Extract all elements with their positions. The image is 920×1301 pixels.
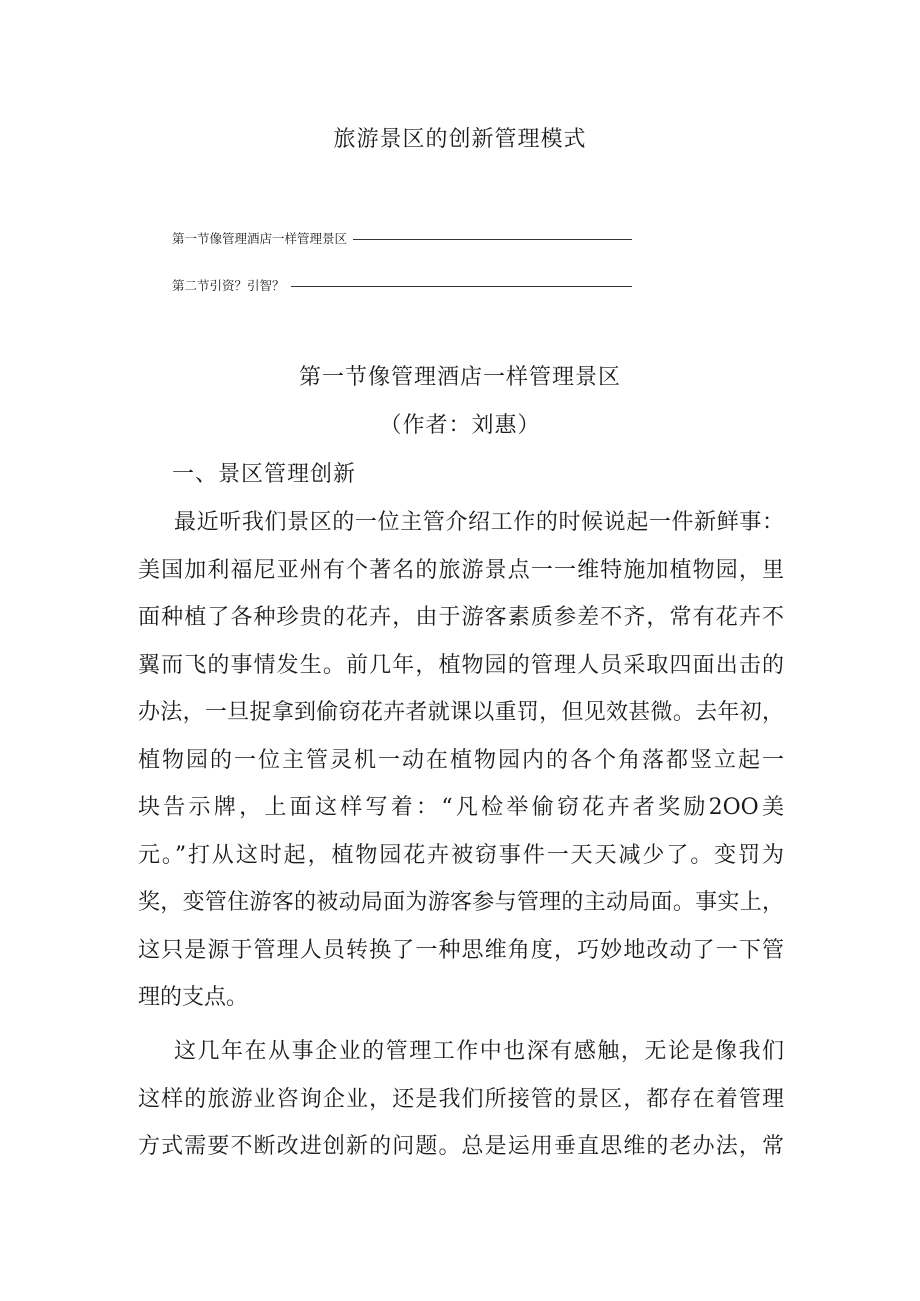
paragraph-line: 理的支点。 <box>138 985 249 1010</box>
paragraph-line: 这只是源于管理人员转换了一种思维角度，巧妙地改动了一下管 <box>138 937 784 963</box>
toc-entry[interactable] <box>172 228 632 248</box>
toc-leader-line <box>353 239 632 240</box>
paragraph-2 <box>138 1028 784 1171</box>
paragraph-line: 面种植了各种珍贵的花卉，由于游客素质参差不齐，常有花卉不 <box>138 605 784 630</box>
toc-entry[interactable] <box>172 275 632 295</box>
paragraph-line: 办法，一旦捉拿到偷窃花卉者就课以重罚，但见效甚微。去年初， <box>138 700 784 725</box>
section-title: 第一节像管理酒店一样管理景区 <box>298 365 621 390</box>
paragraph-line: 块告示牌，上面这样写着：“凡检举偷窃花卉者奖励2OO美 <box>138 795 784 820</box>
toc-entry-label: 第一节像管理酒店一样管理景区 <box>172 231 348 246</box>
paragraph-line: 奖，变管住游客的被动局面为游客参与管理的主动局面。事实上， <box>138 890 784 915</box>
subsection-heading: 一、景区管理创新 <box>172 462 357 487</box>
paragraph-line: 这样的旅游业咨询企业，还是我们所接管的景区，都存在着管理 <box>138 1086 784 1112</box>
paragraph-line: 美国加利福尼亚州有个著名的旅游景点一一维特施加植物园，里 <box>138 557 784 583</box>
paragraph-1 <box>138 499 784 1022</box>
paragraph-line: 元。”打从这时起，植物园花卉被窃事件一天天减少了。变罚为 <box>138 842 784 868</box>
paragraph-line: 这几年在从事企业的管理工作中也深有感触，无论是像我们 <box>174 1039 784 1064</box>
toc-leader-line <box>291 286 632 287</box>
paragraph-line: 翼而飞的事情发生。前几年，植物园的管理人员采取四面出击的 <box>138 652 784 678</box>
document-title: 旅游景区的创新管理模式 <box>333 127 587 152</box>
toc-entry-label: 第二节引资？引智？ <box>172 278 285 293</box>
author-line: （作者：刘惠） <box>379 413 541 438</box>
paragraph-line: 最近听我们景区的一位主管介绍工作的时候说起一件新鲜事： <box>174 510 784 535</box>
paragraph-line: 方式需要不断改进创新的问题。总是运用垂直思维的老办法，常 <box>138 1134 784 1159</box>
paragraph-line: 植物园的一位主管灵机一动在植物园内的各个角落都竖立起一 <box>138 747 784 773</box>
